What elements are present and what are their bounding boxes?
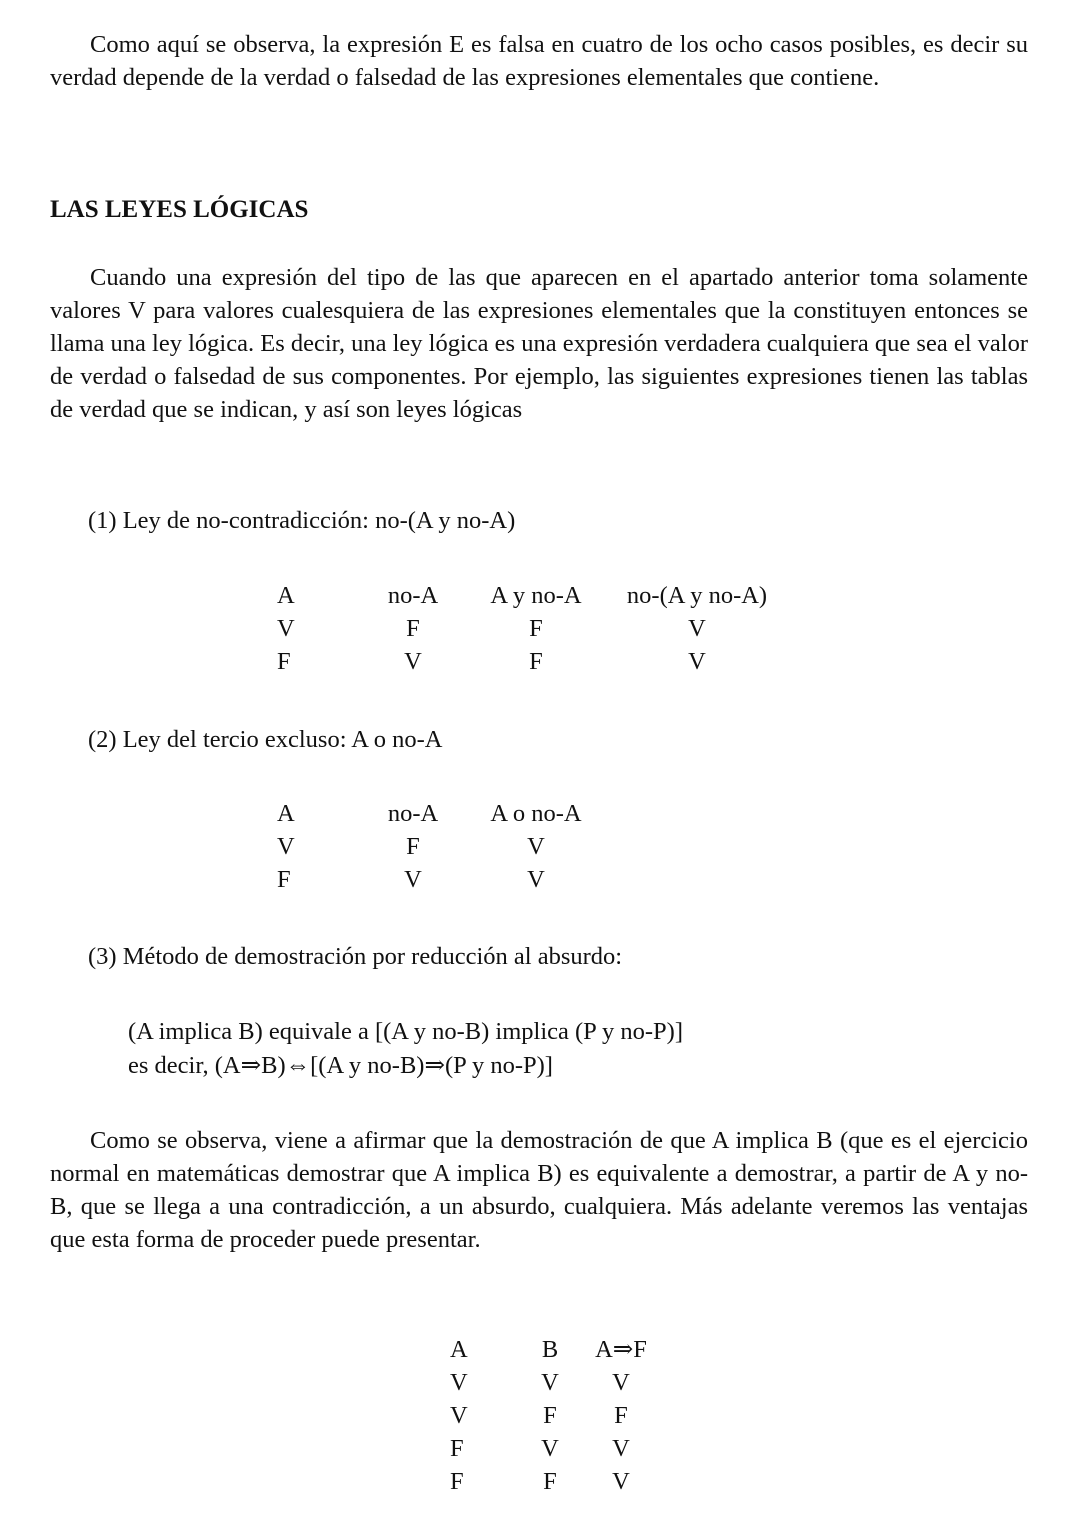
truth-table-cell: F (277, 648, 291, 675)
truth-table-header: no-A (387, 800, 439, 827)
truth-table-header-row (277, 579, 787, 612)
truth-table-cell: V (541, 1435, 559, 1462)
truth-table-header: A (450, 1336, 468, 1363)
truth-table-cell: F (543, 1468, 557, 1495)
truth-table-cell: F (614, 1402, 628, 1429)
section-heading: LAS LEYES LÓGICAS (50, 196, 309, 223)
truth-table-cell: V (404, 648, 422, 675)
truth-table-cell: V (541, 1369, 559, 1396)
truth-table-cell: V (277, 833, 295, 860)
truth-table-cell: F (277, 866, 291, 893)
truth-table-header: no-A (387, 582, 439, 609)
truth-table-cell: F (406, 615, 420, 642)
truth-table-header: A o no-A (490, 800, 582, 827)
truth-table-cell: V (404, 866, 422, 893)
truth-table-cell: V (527, 866, 545, 893)
law3-title: (3) Método de demostración por reducción al absurdo: (88, 943, 623, 970)
truth-table-cell: F (543, 1402, 557, 1429)
truth-table-header: A (277, 582, 295, 609)
truth-table-row (277, 863, 607, 896)
truth-table-cell: V (688, 648, 706, 675)
law2-truth-table (277, 797, 607, 896)
truth-table-cell: F (406, 833, 420, 860)
truth-table-header: A y no-A (490, 582, 582, 609)
truth-table-header: A (277, 800, 295, 827)
law1-truth-table (277, 579, 787, 678)
truth-table-row (450, 1432, 662, 1465)
truth-table-cell: F (450, 1435, 464, 1462)
truth-table-row (450, 1366, 662, 1399)
truth-table-row (450, 1399, 662, 1432)
truth-table-row (450, 1465, 662, 1498)
formula-line-1: (A implica B) equivale a [(A y no-B) implica (P y no-P)] (128, 1018, 683, 1045)
law2-title: (2) Ley del tercio excluso: A o no-A (88, 726, 443, 753)
truth-table-header-row (277, 797, 607, 830)
intro-paragraph: Como aquí se observa, la expresión E es falsa en cuatro de los ocho casos posibles, es decir su verdad depende de la verdad o falsedad de las expresiones elementales que contiene. (50, 31, 1028, 91)
law1-title: (1) Ley de no-contradicción: no-(A y no-A) (88, 507, 516, 534)
truth-table-header: B (541, 1336, 559, 1363)
truth-table-cell: F (450, 1468, 464, 1495)
truth-table-cell: V (612, 1468, 630, 1495)
truth-table-header: no-(A y no-A) (626, 582, 768, 609)
truth-table-cell: V (277, 615, 295, 642)
truth-table-cell: V (688, 615, 706, 642)
truth-table-row (277, 612, 787, 645)
truth-table-row (277, 830, 607, 863)
truth-table-row (277, 645, 787, 678)
truth-table-cell: V (612, 1369, 630, 1396)
truth-table-cell: V (450, 1369, 468, 1396)
definition-paragraph: Cuando una expresión del tipo de las que aparecen en el apartado anterior toma solamente valores V para valores cualesquiera de las expresiones elementales que la constituyen entonces se llama una ley lógica. Es decir, una ley lógica es una expresión verdadera cualquiera que sea el valor de verdad o falsedad de sus componentes. Por ejemplo, las siguientes expresiones tienen las tablas de verdad que se indican, y así son leyes lógicas (50, 264, 1028, 423)
truth-table-cell: V (450, 1402, 468, 1429)
truth-table-cell: F (529, 615, 543, 642)
truth-table-cell: F (529, 648, 543, 675)
truth-table-header: A⇒F (595, 1336, 647, 1363)
truth-table-cell: V (612, 1435, 630, 1462)
formula-line-2: es decir, (A⇒B)⇔[(A y no-B)⇒(P y no-P)] (128, 1052, 553, 1079)
truth-table-header-row (450, 1333, 662, 1366)
truth-table-cell: V (527, 833, 545, 860)
explanation-paragraph: Como se observa, viene a afirmar que la demostración de que A implica B (que es el ejercicio normal en matemáticas demostrar que A implica B) es equivalente a demostrar, a partir de A y no-B, que se llega a una contradicción, a un absurdo, cualquiera. Más adelante veremos las ventajas que esta forma de proceder puede presentar. (50, 1127, 1028, 1253)
implication-truth-table (450, 1333, 662, 1498)
